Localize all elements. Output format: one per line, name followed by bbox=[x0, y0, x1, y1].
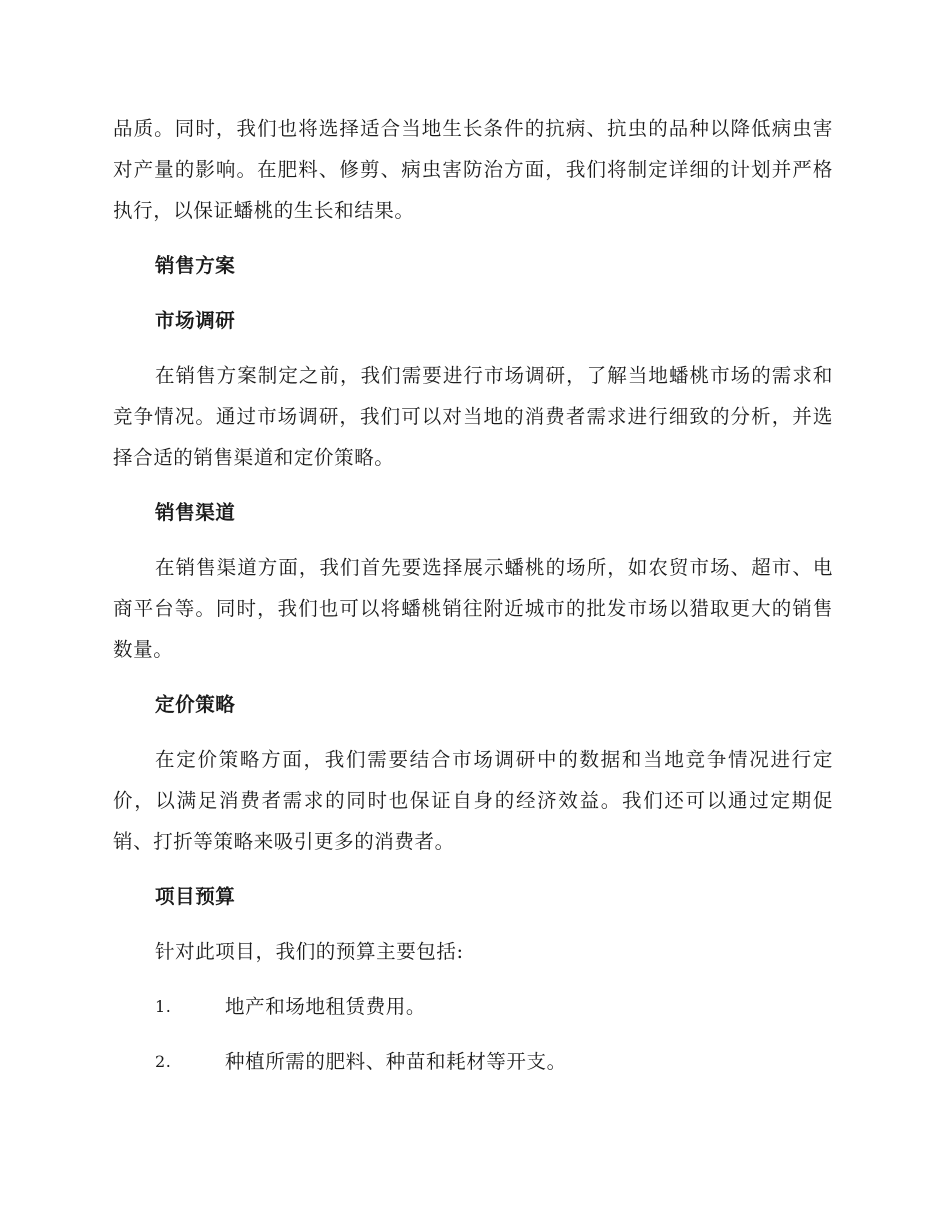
list-item-text: 种植所需的肥料、种苗和耗材等开支。 bbox=[225, 1050, 567, 1073]
budget-intro-paragraph: 针对此项目，我们的预算主要包括: bbox=[155, 940, 464, 963]
sales-channels-heading: 销售渠道 bbox=[155, 501, 236, 524]
budget-heading: 项目预算 bbox=[155, 885, 236, 908]
list-number: 1. bbox=[155, 997, 172, 1016]
budget-list-item bbox=[113, 1041, 833, 1082]
sales-channels-paragraph: 在销售渠道方面，我们首先要选择展示蟠桃的场所，如农贸市场、超市、电商平台等。同时，我们也可以将蟠桃销往附近城市的批发市场以猎取更大的销售数量。 bbox=[113, 556, 833, 661]
market-research-paragraph: 在销售方案制定之前，我们需要进行市场调研，了解当地蟠桃市场的需求和竞争情况。通过市场调研，我们可以对当地的消费者需求进行细致的分析，并选择合适的销售渠道和定价策略。 bbox=[113, 364, 833, 469]
list-number: 2. bbox=[155, 1052, 172, 1071]
budget-list-item bbox=[113, 986, 833, 1027]
list-item-text: 地产和场地租赁费用。 bbox=[225, 995, 427, 1018]
sales-plan-heading: 销售方案 bbox=[155, 254, 236, 277]
pricing-strategy-heading: 定价策略 bbox=[155, 693, 236, 716]
document-content bbox=[113, 108, 833, 1096]
pricing-strategy-paragraph: 在定价策略方面，我们需要结合市场调研中的数据和当地竞争情况进行定价，以满足消费者需求的同时也保证自身的经济效益。我们还可以通过定期促销、打折等策略来吸引更多的消费者。 bbox=[113, 748, 833, 853]
market-research-heading: 市场调研 bbox=[155, 309, 236, 332]
intro-paragraph: 品质。同时，我们也将选择适合当地生长条件的抗病、抗虫的品种以降低病虫害对产量的影响。在肥料、修剪、病虫害防治方面，我们将制定详细的计划并严格执行，以保证蟠桃的生长和结果。 bbox=[113, 117, 833, 222]
